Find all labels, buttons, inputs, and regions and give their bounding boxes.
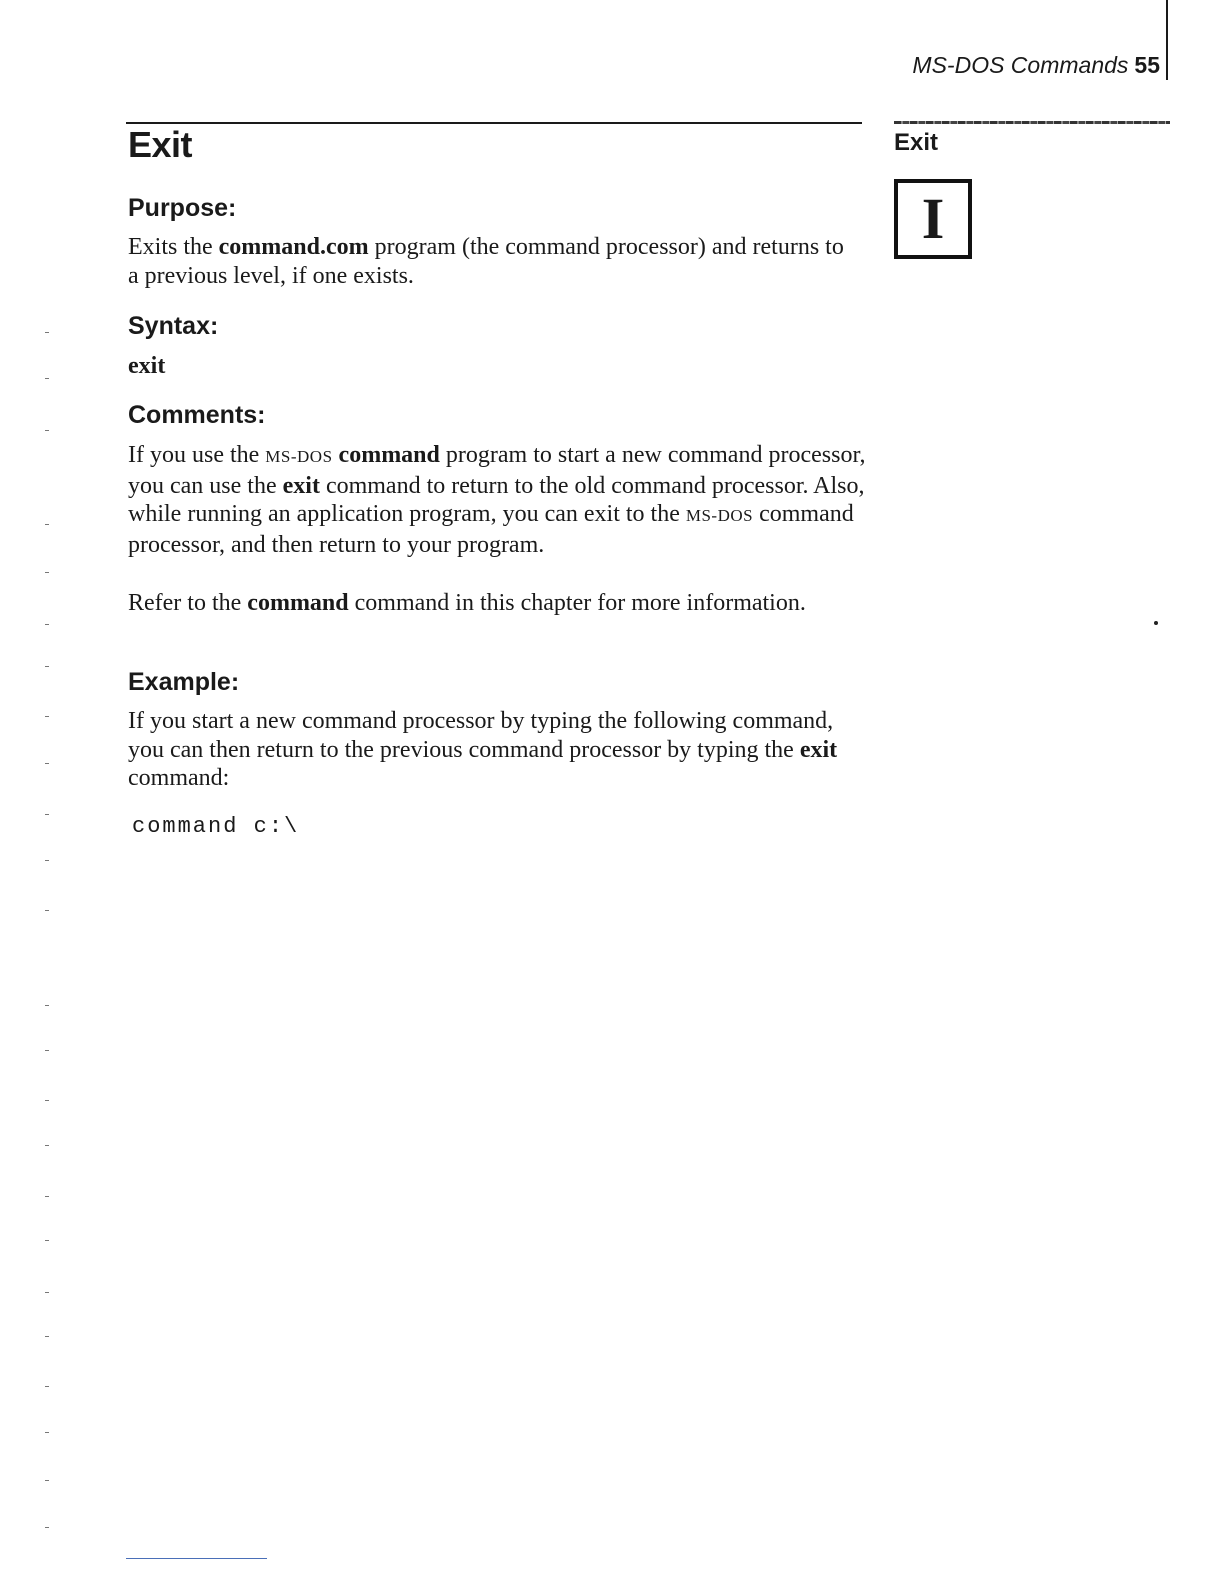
example-paragraph bbox=[128, 707, 858, 793]
example-bold-exit: exit bbox=[799, 736, 838, 763]
comments-paragraph-2 bbox=[128, 589, 808, 618]
comments-p2-b: command in this chapter for more information. bbox=[348, 590, 806, 616]
purpose-text bbox=[128, 233, 858, 290]
margin-tick bbox=[45, 524, 49, 525]
margin-tick bbox=[45, 624, 49, 625]
section-marker-letter: I bbox=[921, 186, 945, 251]
comments-heading: Comments: bbox=[128, 401, 266, 429]
command-title: Exit bbox=[128, 124, 193, 165]
scan-speck bbox=[1154, 621, 1158, 625]
margin-tick bbox=[45, 1480, 49, 1481]
margin-tick bbox=[45, 1292, 49, 1293]
syntax-text: exit bbox=[128, 353, 166, 379]
scan-bottom-line bbox=[126, 1558, 267, 1559]
header-title: MS-DOS Commands bbox=[912, 52, 1129, 78]
comments-p1-msdos-2: MS-DOS bbox=[685, 506, 754, 525]
comments-p1-a: If you use the bbox=[128, 442, 266, 468]
margin-tick bbox=[45, 1100, 49, 1101]
sidebar-rule bbox=[894, 121, 1170, 124]
sidebar-title: Exit bbox=[894, 129, 939, 156]
margin-tick bbox=[45, 910, 49, 911]
margin-tick bbox=[45, 1005, 49, 1006]
header-vertical-rule bbox=[1166, 0, 1168, 80]
comments-p1-c: program to start a new command processor, you can use the bbox=[128, 442, 866, 499]
margin-tick bbox=[45, 763, 49, 764]
margin-tick bbox=[45, 1432, 49, 1433]
example-text-b: command: bbox=[128, 765, 230, 791]
margin-tick bbox=[45, 716, 49, 717]
comments-paragraph-1 bbox=[128, 441, 868, 559]
comments-p1-msdos-1: MS-DOS bbox=[265, 447, 333, 466]
comments-p1-d: command to return to the old command processor. Also, while running an application program, you can exit to the bbox=[128, 472, 865, 527]
margin-tick bbox=[45, 1196, 49, 1197]
purpose-text-2: program (the command processor) and returns to a previous level, if one exists. bbox=[128, 234, 844, 289]
example-text-a: If you start a new command processor by typing the following command, you can then return to the previous command processor by typing the bbox=[128, 708, 834, 763]
comments-p1-bold-command: command bbox=[338, 442, 440, 468]
purpose-heading: Purpose: bbox=[128, 194, 237, 222]
purpose-bold-command-com: command.com bbox=[218, 234, 369, 260]
example-heading: Example: bbox=[128, 668, 240, 696]
comments-p2-a: Refer to the bbox=[128, 590, 248, 616]
margin-tick bbox=[45, 1240, 49, 1241]
margin-tick bbox=[45, 860, 49, 861]
running-header bbox=[912, 52, 1160, 79]
comments-p2-bold-command: command bbox=[247, 590, 349, 616]
margin-tick bbox=[45, 1145, 49, 1146]
section-marker-box bbox=[894, 179, 972, 259]
margin-tick bbox=[45, 666, 49, 667]
margin-tick bbox=[45, 430, 49, 431]
margin-tick bbox=[45, 1386, 49, 1387]
margin-tick bbox=[45, 814, 49, 815]
page-number: 55 bbox=[1134, 52, 1160, 78]
purpose-text-1: Exits the bbox=[128, 234, 219, 260]
title-rule bbox=[126, 122, 862, 124]
syntax-heading: Syntax: bbox=[128, 312, 219, 340]
margin-tick bbox=[45, 572, 49, 573]
comments-p1-bold-exit: exit bbox=[282, 472, 320, 499]
margin-tick bbox=[45, 1336, 49, 1337]
example-code: command c:\ bbox=[132, 814, 300, 839]
margin-tick bbox=[45, 332, 49, 333]
margin-tick bbox=[45, 1050, 49, 1051]
comments-p1-e: command processor, and then return to your program. bbox=[128, 501, 854, 558]
margin-tick bbox=[45, 378, 49, 379]
margin-tick bbox=[45, 1527, 49, 1528]
